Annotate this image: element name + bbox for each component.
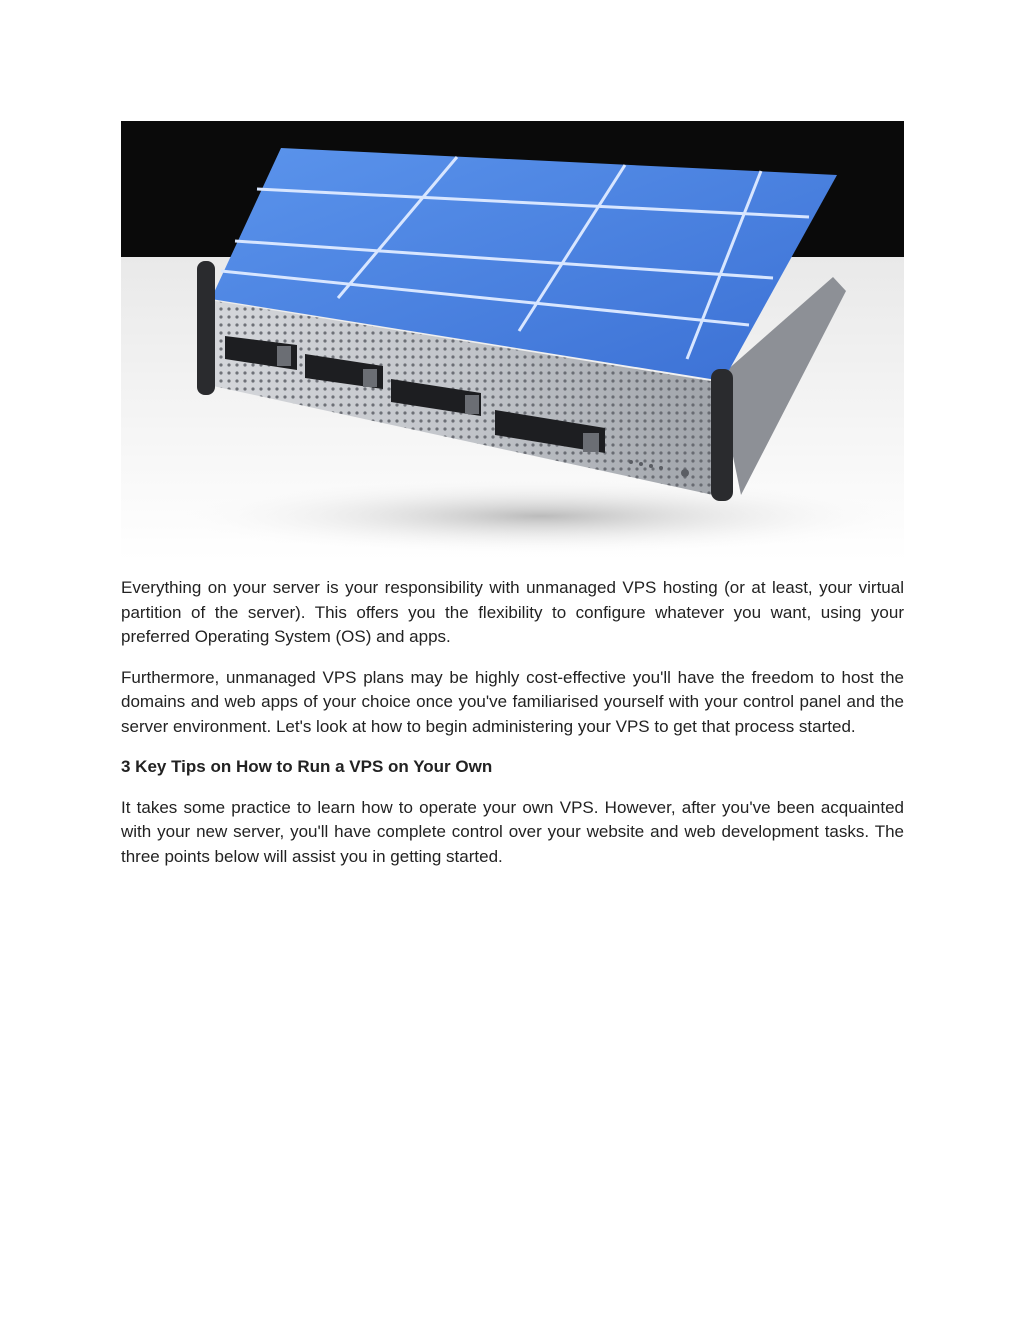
paragraph-intro: Everything on your server is your responsibility with unmanaged VPS hosting (or at least, your virtual partition of the server). This offers you the flexibility to configure whatever you want, using your preferred Operating System (OS) and apps. [121, 578, 904, 646]
paragraph-cost: Furthermore, unmanaged VPS plans may be highly cost-effective you'll have the freedom to host the domains and web apps of your choice once you've familiarised yourself with your control panel and the server environment. Let's look at how to begin administering your VPS to get that process started. [121, 667, 904, 736]
server-icon [121, 121, 904, 561]
server-hero-image [121, 121, 904, 561]
document-body [121, 576, 904, 885]
section-heading: 3 Key Tips on How to Run a VPS on Your Own [121, 757, 493, 776]
paragraph-closing: It takes some practice to learn how to operate your own VPS. However, after you've been acquainted with your new server, you'll have complete control over your website and web development tasks. The three points below will assist you in getting started. [121, 797, 904, 866]
